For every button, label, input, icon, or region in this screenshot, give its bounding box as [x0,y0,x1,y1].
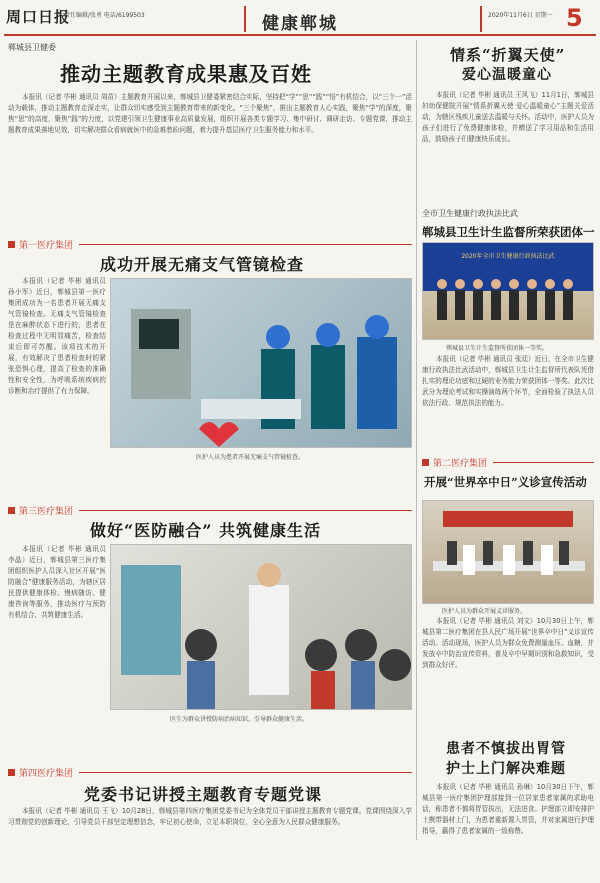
clinic-event-figures [423,501,594,604]
group4-article-text: 本报讯（记者 毕彬 通讯员 王飞）10月28日，郸城县第四医疗集团党委书记为全体党员干部讲授主题教育专题党课。党课围绕深入学习贯彻党的创新理论，引导党员干部坚定理想信念，牢记初心使命，立足本职岗位，全心全意为人民群众健康服务。 [8,807,412,826]
column-divider [416,40,417,840]
award-photo [422,242,594,340]
award-caption: 郸城县卫生计生监督所获团体一等奖。 [446,345,549,352]
group1-headline: 成功开展无痛支气管镜检查 [100,255,305,274]
lead-headline: 推动主题教育成果惠及百姓 [60,62,312,86]
group2-article-text: 本报讯（记者 毕彬 通讯员 刘文）10月30日上午，郸城县第二医疗集团在县人民广场开展“世界卒中日”义诊宣传活动。活动现场，医护人员为群众免费测量血压、血糖，并发放卒中防治宣传资料，普及卒中早期识别和急救知识，受到群众好评。 [422,617,594,669]
lead-article-text: 本报讯（记者 毕彬 通讯员 周苗）主题教育开展以来，郸城县卫健委紧密结合实际，坚持把“学”“思”“践”“悟”有机结合，以“三个一”活动为载体，推动主题教育走深走实，让群众切实感受到主题教育带来的新变化。“三个聚焦”，推出主题教育人心实践，聚焦“学”的深度，聚焦“思”的高度，聚焦“践”的力度，以党建引领卫生健康事业高质量发展，组织开展各类专题学习、集中研讨、调研走访、专题党课，推动主题教育成果落地见效，切实解决群众看病就医中的急难愁盼问题，着力提升基层医疗卫生服务能力和水平。 [8,93,412,134]
group1-tag: 第一医疗集团 [8,238,412,251]
masthead-rule [4,34,596,36]
gastric-tube-article-text: 本报讯（记者 毕彬 通讯员 孙琳）10月30日下午，郸城县第一医疗集团护理部接到一位居家患者家属的求助电话，称患者不慎将胃管拔出，无法进食。护理部立即安排护士携带器材上门，为患者重新置入胃管，并对家属进行护理指导，赢得了患者家属的一致称赞。 [422,783,594,835]
award-banner: 2020年全市卫生健康行政执法比武 [461,253,555,260]
health-talk-photo [110,544,412,710]
page-number: 5 [566,4,583,32]
group3-headline: 做好“医防融合” 共筑健康生活 [90,521,321,540]
medical-staff-figures [111,279,412,448]
angel-article-text: 本报讯（记者 毕彬 通讯员 王风飞）11月1日，郸城县妇幼保健院开展“情系折翼天使 爱心温暖童心”主题关爱活动，为辖区残疾儿童送去温暖与关怀。活动中，医护人员为孩子们进行了免费健康体检，并赠送了学习用品和生活用品，鼓励孩子们健康快乐成长。 [422,91,594,143]
group1-article-text: 本报讯（记者 毕彬 通讯员 孙小军）近日，郸城县第一医疗集团成功为一名患者开展无痛支气管镜检查。无痛支气管镜检查是在麻醉状态下进行的，患者在检查过程中无明显痛苦，检查结束后即可苏醒。该项技术的开展，有效解决了患者检查时的紧张恐惧心理，提高了检查的准确性和安全性，为呼吸系统疾病的诊断和治疗提供了有力保障。 [8,277,106,395]
gastric-tube-headline-1: 患者不慎拔出胃管 [446,741,566,757]
award-headline: 郸城县卫生计生监督所荣获团体一 [422,225,595,239]
newspaper-logo: 周口日报 [6,8,71,26]
issue-date: 2020年11月6日 星期一 [488,12,553,19]
award-article-text: 本报讯（记者 毕彬 通讯员 张廷）近日，在全市卫生健康行政执法比武活动中，郸城县卫生计生监督所代表队凭借扎实的理论功底和过硬的业务能力荣获团体一等奖。此次比武分为理论考试和实操演练两个环节，全面检验了执法人员依法行政、规范执法的能力。 [422,355,594,407]
lead-kicker: 郸城县卫健委 [8,43,56,52]
stroke-day-photo [422,500,594,604]
group3-caption: 医生为群众讲授防病治病知识，引导群众健康生活。 [170,716,309,723]
group1-caption: 医护人员为患者开展无痛支气管镜检查。 [196,454,305,461]
award-people-figures [423,260,594,330]
editor-info: 责任编辑/张勇 电话/6199503 [64,12,145,19]
angel-headline-1: 情系“折翼天使” [450,46,566,64]
bronchoscopy-photo [110,278,412,448]
group4-tag: 第四医疗集团 [8,766,412,779]
award-kicker: 全市卫生健康行政执法比武 [422,209,518,218]
group4-headline: 党委书记讲授主题教育专题党课 [84,785,323,804]
group2-tag: 第二医疗集团 [422,456,594,469]
group3-tag: 第三医疗集团 [8,504,412,517]
audience-figures [111,545,412,710]
group3-article-text: 本报讯（记者 毕彬 通讯员 李晶）近日，郸城县第三医疗集团组织医护人员深入社区开展“医防融合”健康服务活动，为辖区居民提供健康体检、慢病随访、健康咨询等服务，推动医疗与预防有机结合，共筑健康生活。 [8,545,106,619]
angel-headline-2: 爱心温暖童心 [462,67,552,83]
group2-headline: 开展“世界卒中日”义诊宣传活动 [424,475,587,489]
gastric-tube-headline-2: 护士上门解决难题 [446,761,566,777]
section-title: 健康郸城 [262,14,338,34]
group2-caption: 医护人员为群众开展义诊服务。 [442,608,527,615]
